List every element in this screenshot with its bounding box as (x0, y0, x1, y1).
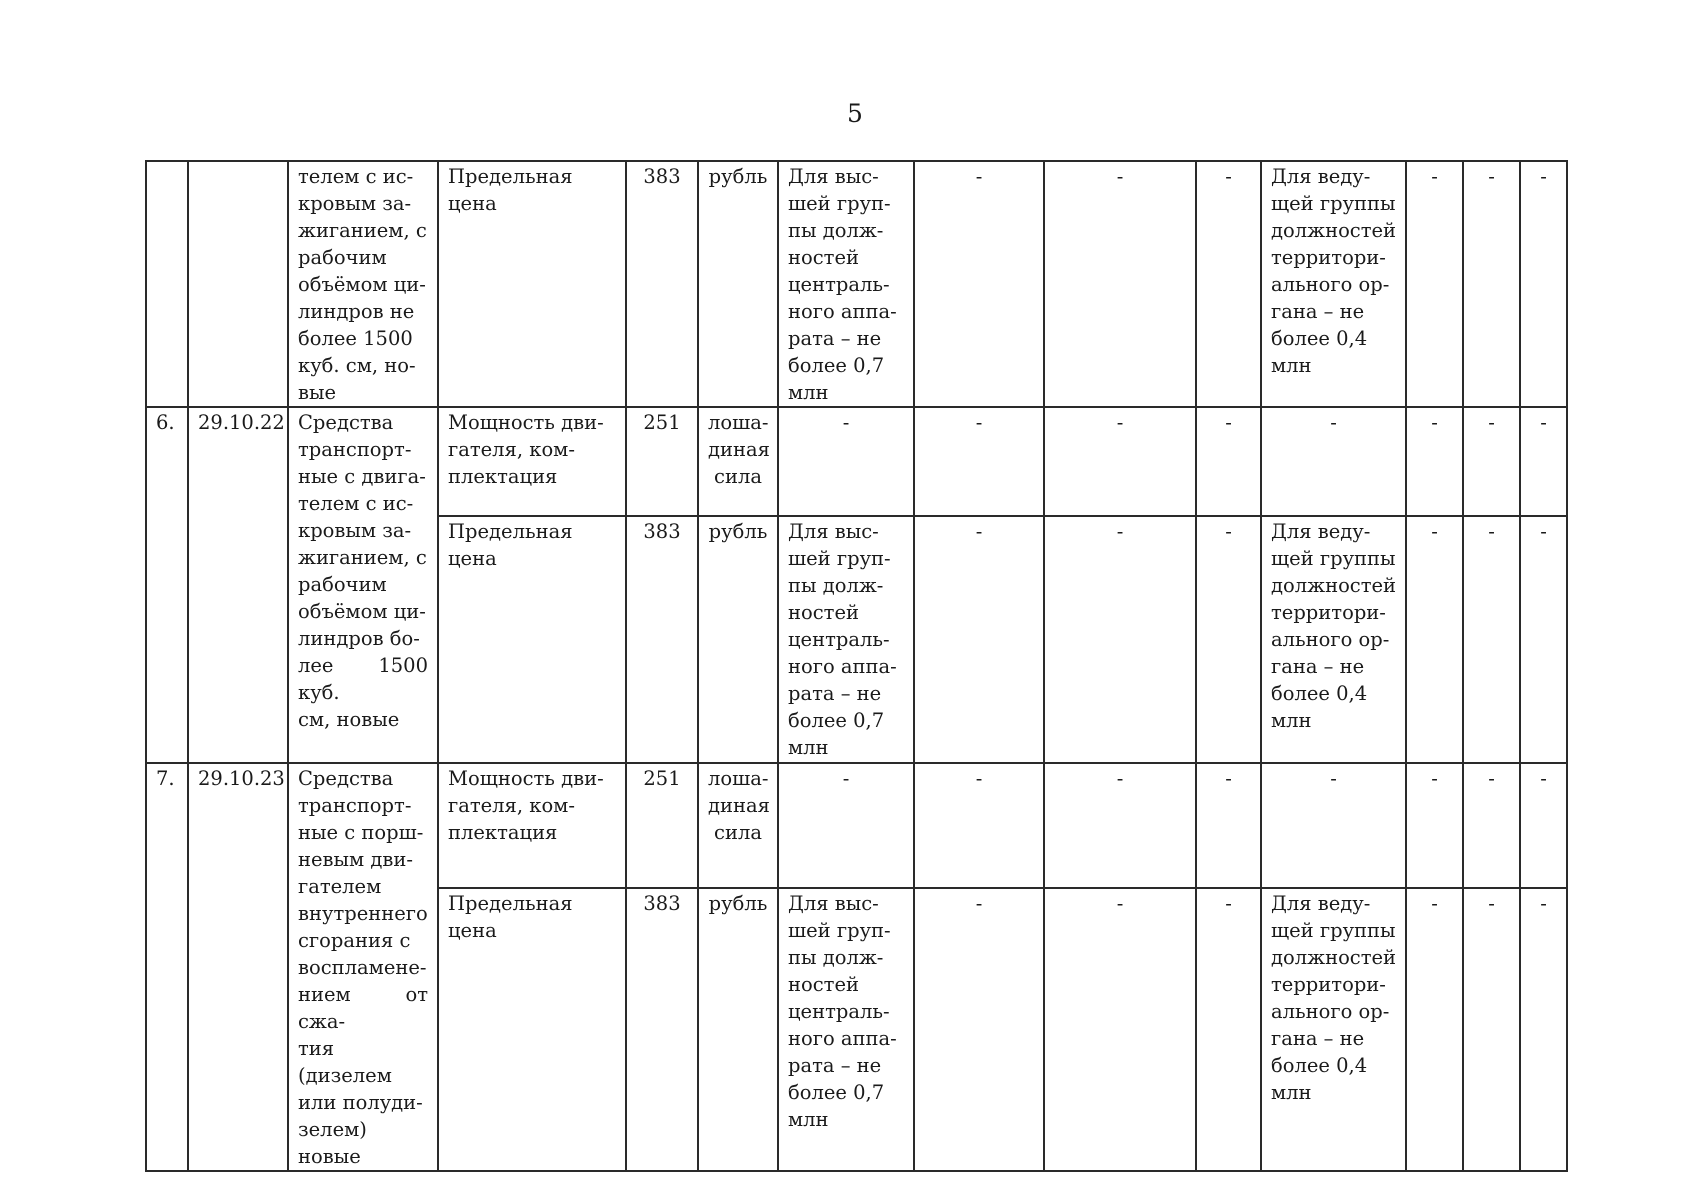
cell-empty: - (1520, 888, 1567, 1171)
cell-unit: лоша- диная сила (698, 763, 778, 888)
cell-empty: - (1196, 763, 1261, 888)
requirements-table (145, 160, 1568, 1172)
cell-unit: рубль (698, 516, 778, 763)
cell-empty: - (1406, 888, 1463, 1171)
cell-empty: - (914, 407, 1044, 516)
cell-empty: - (1406, 161, 1463, 407)
cell-unit: рубль (698, 161, 778, 407)
cell-unit: рубль (698, 888, 778, 1171)
cell-value-territorial: - (1261, 763, 1406, 888)
table-row (146, 763, 1567, 888)
cell-empty: - (914, 516, 1044, 763)
cell-unit: лоша- диная сила (698, 407, 778, 516)
cell-empty: - (914, 888, 1044, 1171)
cell-characteristic: Мощность дви- гателя, ком- плектация (438, 407, 626, 516)
cell-empty: - (1463, 516, 1520, 763)
cell-item-name: телем с ис- кровым за- жиганием, с рабочим объёмом ци- линдров не более 1500 куб. см, но- вые (288, 161, 438, 407)
cell-value-territorial: - (1261, 407, 1406, 516)
cell-characteristic: Предельная цена (438, 888, 626, 1171)
page-number: 5 (847, 99, 863, 128)
cell-empty: - (1196, 888, 1261, 1171)
cell-value-territorial: Для веду- щей группы должностей территори- ального ор- гана – не более 0,4 млн (1261, 161, 1406, 407)
cell-okei-code: 383 (626, 516, 698, 763)
cell-characteristic: Предельная цена (438, 516, 626, 763)
cell-empty: - (1463, 407, 1520, 516)
cell-okei-code: 251 (626, 763, 698, 888)
cell-empty: - (1463, 161, 1520, 407)
cell-value-territorial: Для веду- щей группы должностей территори- ального ор- гана – не более 0,4 млн (1261, 888, 1406, 1171)
cell-okpd-code: 29.10.23 (188, 763, 288, 1171)
cell-empty: - (1520, 161, 1567, 407)
cell-characteristic: Мощность дви- гателя, ком- плектация (438, 763, 626, 888)
cell-empty: - (1406, 407, 1463, 516)
cell-empty: - (1044, 516, 1196, 763)
cell-value-central: Для выс- шей груп- пы долж- ностей централь- ного аппа- рата – не более 0,7 млн (778, 161, 914, 407)
cell-empty: - (1196, 407, 1261, 516)
cell-item-name: Средства транспорт- ные с двига- телем с ис- кровым за- жиганием, с рабочим объёмом ци- линдров бо- лее 1500 куб. см, новые (288, 407, 438, 763)
cell-okei-code: 251 (626, 407, 698, 516)
cell-okpd-code: 29.10.22 (188, 407, 288, 763)
cell-value-central: Для выс- шей груп- пы долж- ностей централь- ного аппа- рата – не более 0,7 млн (778, 516, 914, 763)
cell-empty: - (1406, 763, 1463, 888)
table-row (146, 407, 1567, 516)
table-row (146, 161, 1567, 407)
cell-empty: - (1044, 407, 1196, 516)
cell-empty: - (1463, 888, 1520, 1171)
cell-empty: - (1520, 763, 1567, 888)
cell-number: 7. (146, 763, 188, 1171)
cell-empty: - (1463, 763, 1520, 888)
cell-empty: - (1044, 763, 1196, 888)
cell-value-territorial: Для веду- щей группы должностей территори- ального ор- гана – не более 0,4 млн (1261, 516, 1406, 763)
cell-value-central: - (778, 407, 914, 516)
cell-empty: - (1520, 516, 1567, 763)
cell-number (146, 161, 188, 407)
cell-empty: - (914, 161, 1044, 407)
cell-empty: - (1196, 516, 1261, 763)
cell-empty: - (1044, 888, 1196, 1171)
cell-empty: - (1406, 516, 1463, 763)
cell-value-central: - (778, 763, 914, 888)
cell-empty: - (1044, 161, 1196, 407)
cell-empty: - (1196, 161, 1261, 407)
cell-item-name: Средства транспорт- ные с порш- невым дви- гателем внутреннего сгорания с воспламене- нием от сжа- тия (дизелем или полуди- зелем) новые (288, 763, 438, 1171)
cell-empty: - (914, 763, 1044, 888)
cell-okei-code: 383 (626, 161, 698, 407)
cell-okei-code: 383 (626, 888, 698, 1171)
cell-empty: - (1520, 407, 1567, 516)
cell-value-central: Для выс- шей груп- пы долж- ностей централь- ного аппа- рата – не более 0,7 млн (778, 888, 914, 1171)
cell-characteristic: Предельная цена (438, 161, 626, 407)
cell-number: 6. (146, 407, 188, 763)
cell-okpd-code (188, 161, 288, 407)
